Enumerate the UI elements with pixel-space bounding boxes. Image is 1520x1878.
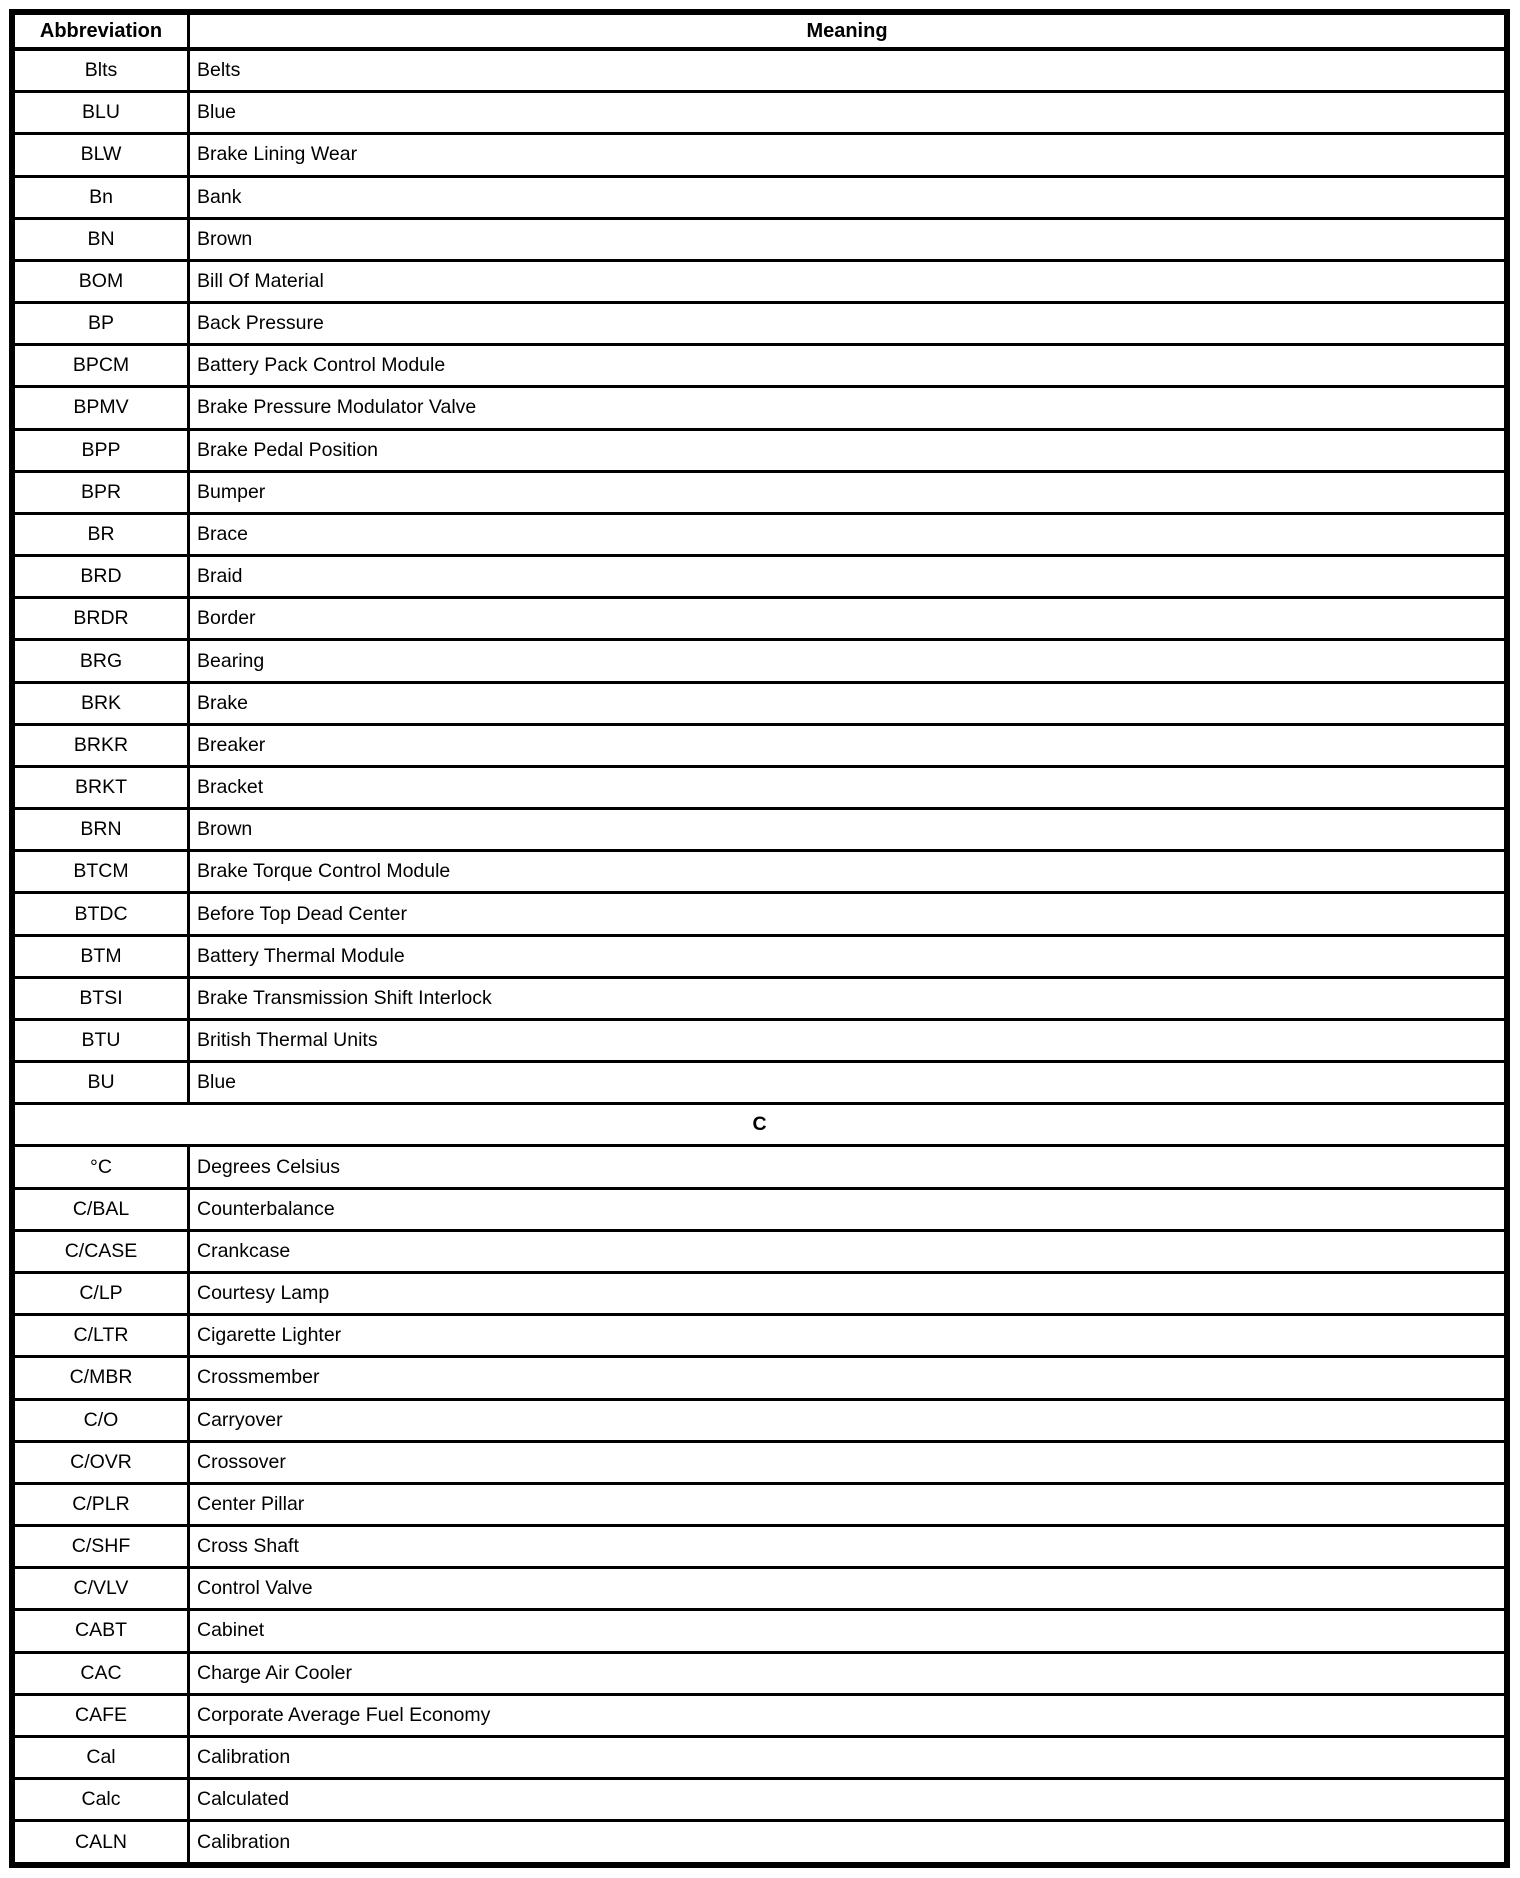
table-row: [12, 893, 1507, 935]
meaning-cell: Bill Of Material: [189, 260, 1508, 302]
abbreviation-cell: BRKR: [12, 724, 189, 766]
table-row: [12, 260, 1507, 302]
abbreviation-cell: CAFE: [12, 1694, 189, 1736]
meaning-cell: Charge Air Cooler: [189, 1652, 1508, 1694]
abbreviation-cell: BPCM: [12, 345, 189, 387]
table-row: [12, 1610, 1507, 1652]
table-row: [12, 176, 1507, 218]
meaning-cell: Battery Thermal Module: [189, 935, 1508, 977]
table-row: [12, 556, 1507, 598]
table-row: [12, 134, 1507, 176]
table-row: [12, 1357, 1507, 1399]
table-row: [12, 766, 1507, 808]
abbreviation-cell: BTCM: [12, 851, 189, 893]
abbreviation-column-header: Abbreviation: [12, 12, 189, 49]
table-row: [12, 345, 1507, 387]
abbreviation-cell: BU: [12, 1062, 189, 1104]
meaning-cell: Calibration: [189, 1821, 1508, 1865]
abbreviation-cell: Blts: [12, 49, 189, 92]
meaning-cell: Before Top Dead Center: [189, 893, 1508, 935]
table-row: [12, 1146, 1507, 1188]
abbreviation-table: [9, 9, 1510, 1868]
table-header: [12, 12, 1507, 49]
meaning-cell: British Thermal Units: [189, 1019, 1508, 1061]
table-row: [12, 303, 1507, 345]
table-row: [12, 1188, 1507, 1230]
table-body: [12, 49, 1507, 1865]
meaning-cell: Breaker: [189, 724, 1508, 766]
abbreviation-cell: BTM: [12, 935, 189, 977]
meaning-cell: Cigarette Lighter: [189, 1315, 1508, 1357]
table-row: [12, 471, 1507, 513]
table-row: [12, 724, 1507, 766]
meaning-cell: Brake Pressure Modulator Valve: [189, 387, 1508, 429]
abbreviation-cell: Bn: [12, 176, 189, 218]
table-row: [12, 92, 1507, 134]
abbreviation-cell: C/MBR: [12, 1357, 189, 1399]
meaning-cell: Crossmember: [189, 1357, 1508, 1399]
section-header-label: C: [12, 1104, 1507, 1146]
table-row: [12, 1568, 1507, 1610]
table-row: [12, 809, 1507, 851]
table-row: [12, 640, 1507, 682]
abbreviation-cell: C/SHF: [12, 1526, 189, 1568]
table-row: [12, 1736, 1507, 1778]
abbreviation-cell: BTSI: [12, 977, 189, 1019]
header-row: [12, 12, 1507, 49]
abbreviation-cell: C/LP: [12, 1273, 189, 1315]
table-row: [12, 429, 1507, 471]
abbreviation-cell: BRK: [12, 682, 189, 724]
meaning-cell: Brake Torque Control Module: [189, 851, 1508, 893]
meaning-cell: Back Pressure: [189, 303, 1508, 345]
abbreviation-cell: BR: [12, 513, 189, 555]
abbreviation-cell: C/BAL: [12, 1188, 189, 1230]
meaning-cell: Crossover: [189, 1441, 1508, 1483]
meaning-cell: Corporate Average Fuel Economy: [189, 1694, 1508, 1736]
table-row: [12, 1652, 1507, 1694]
abbreviation-cell: BTDC: [12, 893, 189, 935]
abbreviation-cell: BRKT: [12, 766, 189, 808]
abbreviation-cell: BLU: [12, 92, 189, 134]
abbreviation-cell: C/LTR: [12, 1315, 189, 1357]
table-row: [12, 1779, 1507, 1821]
abbreviation-cell: BOM: [12, 260, 189, 302]
meaning-cell: Cabinet: [189, 1610, 1508, 1652]
abbreviation-cell: C/PLR: [12, 1483, 189, 1525]
meaning-cell: Crankcase: [189, 1230, 1508, 1272]
table-row: [12, 513, 1507, 555]
abbreviation-cell: Calc: [12, 1779, 189, 1821]
abbreviation-cell: BPR: [12, 471, 189, 513]
meaning-cell: Degrees Celsius: [189, 1146, 1508, 1188]
table-row: [12, 1694, 1507, 1736]
abbreviation-cell: C/OVR: [12, 1441, 189, 1483]
meaning-cell: Belts: [189, 49, 1508, 92]
table-row: [12, 218, 1507, 260]
table-row: [12, 598, 1507, 640]
table-row: [12, 1483, 1507, 1525]
meaning-cell: Border: [189, 598, 1508, 640]
meaning-cell: Counterbalance: [189, 1188, 1508, 1230]
abbreviation-cell: BLW: [12, 134, 189, 176]
meaning-cell: Blue: [189, 92, 1508, 134]
meaning-cell: Carryover: [189, 1399, 1508, 1441]
meaning-cell: Brace: [189, 513, 1508, 555]
meaning-cell: Brake Transmission Shift Interlock: [189, 977, 1508, 1019]
abbreviation-cell: CABT: [12, 1610, 189, 1652]
meaning-cell: Brake: [189, 682, 1508, 724]
abbreviation-cell: C/CASE: [12, 1230, 189, 1272]
table-row: [12, 1399, 1507, 1441]
abbreviation-cell: BTU: [12, 1019, 189, 1061]
meaning-cell: Courtesy Lamp: [189, 1273, 1508, 1315]
meaning-cell: Bracket: [189, 766, 1508, 808]
meaning-cell: Calibration: [189, 1736, 1508, 1778]
table-row: [12, 1230, 1507, 1272]
meaning-cell: Bumper: [189, 471, 1508, 513]
table-row: [12, 1526, 1507, 1568]
meaning-cell: Control Valve: [189, 1568, 1508, 1610]
abbreviation-cell: BP: [12, 303, 189, 345]
meaning-cell: Cross Shaft: [189, 1526, 1508, 1568]
meaning-cell: Center Pillar: [189, 1483, 1508, 1525]
meaning-cell: Battery Pack Control Module: [189, 345, 1508, 387]
abbreviation-cell: C/O: [12, 1399, 189, 1441]
table-row: [12, 1019, 1507, 1061]
abbreviation-cell: BRDR: [12, 598, 189, 640]
meaning-cell: Braid: [189, 556, 1508, 598]
abbreviation-cell: CALN: [12, 1821, 189, 1865]
meaning-cell: Brake Pedal Position: [189, 429, 1508, 471]
meaning-cell: Bearing: [189, 640, 1508, 682]
abbreviation-cell: BPMV: [12, 387, 189, 429]
abbreviation-cell: BPP: [12, 429, 189, 471]
meaning-cell: Brake Lining Wear: [189, 134, 1508, 176]
table-row: [12, 387, 1507, 429]
table-row: [12, 1821, 1507, 1865]
abbreviation-cell: BRG: [12, 640, 189, 682]
abbreviation-cell: CAC: [12, 1652, 189, 1694]
table-row: [12, 682, 1507, 724]
table-row: [12, 977, 1507, 1019]
table-row: [12, 1315, 1507, 1357]
abbreviation-cell: °C: [12, 1146, 189, 1188]
meaning-cell: Brown: [189, 218, 1508, 260]
table-row: [12, 1062, 1507, 1104]
meaning-cell: Calculated: [189, 1779, 1508, 1821]
table-row: [12, 49, 1507, 92]
table-row: [12, 1273, 1507, 1315]
meaning-cell: Bank: [189, 176, 1508, 218]
abbreviation-cell: BN: [12, 218, 189, 260]
abbreviation-cell: BRD: [12, 556, 189, 598]
table-row: [12, 1441, 1507, 1483]
meaning-cell: Blue: [189, 1062, 1508, 1104]
meaning-column-header: Meaning: [189, 12, 1508, 49]
abbreviation-cell: C/VLV: [12, 1568, 189, 1610]
table-row: [12, 851, 1507, 893]
section-header-row: [12, 1104, 1507, 1146]
abbreviation-cell: Cal: [12, 1736, 189, 1778]
table-row: [12, 935, 1507, 977]
abbreviation-cell: BRN: [12, 809, 189, 851]
meaning-cell: Brown: [189, 809, 1508, 851]
